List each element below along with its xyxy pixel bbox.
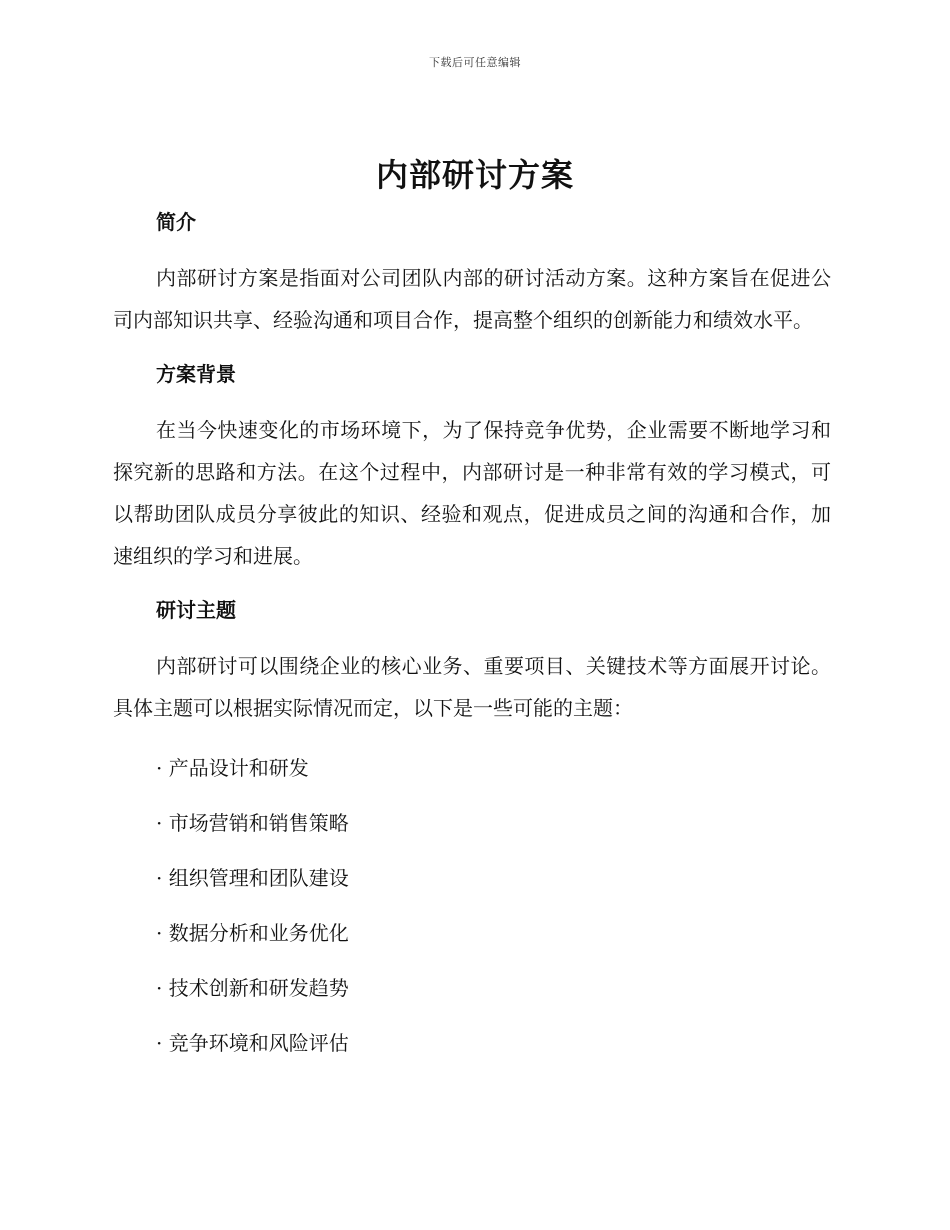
section-heading: 简介: [156, 210, 196, 234]
list-item: · 产品设计和研发: [156, 756, 309, 780]
list-item: · 竞争环境和风险评估: [156, 1031, 349, 1055]
header-note: 下载后可任意编辑: [429, 56, 521, 69]
section-heading: 研讨主题: [156, 598, 236, 622]
list-item: · 组织管理和团队建设: [156, 866, 349, 890]
list-item: · 市场营销和销售策略: [156, 811, 349, 835]
section-heading: 方案背景: [156, 362, 236, 386]
section-paragraph: 内部研讨方案是指面对公司团队内部的研讨活动方案。这种方案旨在促进公司内部知识共享、经验沟通和项目合作，提高整个组织的创新能力和绩效水平。: [113, 266, 831, 332]
section-introduction: [113, 205, 831, 341]
list-item: · 技术创新和研发趋势: [156, 976, 349, 1000]
topic-list: [113, 741, 831, 1071]
document-title: 内部研讨方案: [375, 156, 574, 194]
section-paragraph: 内部研讨可以围绕企业的核心业务、重要项目、关键技术等方面展开讨论。具体主题可以根据实际情况而定，以下是一些可能的主题：: [113, 654, 831, 720]
section-background: [113, 357, 831, 577]
document-body: [113, 205, 831, 1071]
section-topics: [113, 593, 831, 1071]
section-paragraph: 在当今快速变化的市场环境下，为了保持竞争优势，企业需要不断地学习和探究新的思路和方法。在这个过程中，内部研讨是一种非常有效的学习模式，可以帮助团队成员分享彼此的知识、经验和观点，促进成员之间的沟通和合作，加速组织的学习和进展。: [113, 418, 831, 568]
list-item: · 数据分析和业务优化: [156, 921, 349, 945]
